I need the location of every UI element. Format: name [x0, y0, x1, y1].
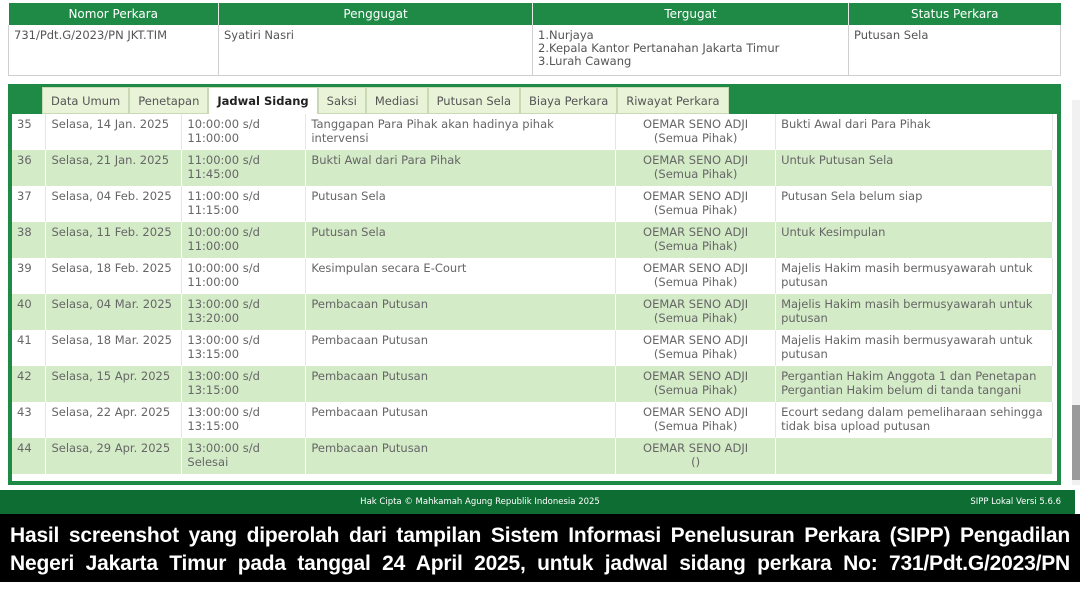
copyright-text: Hak Cipta © Mahkamah Agung Republik Indonesia 2025	[360, 497, 600, 507]
session-time-time1: 10:00:00 s/d	[187, 261, 260, 275]
session-agenda	[306, 402, 616, 438]
session-date	[46, 150, 182, 186]
session-judge-judge2: (Semua Pihak)	[653, 383, 738, 397]
session-judge-judge1: OEMAR SENO ADJI	[643, 333, 749, 347]
session-number-no: 41	[17, 333, 32, 347]
session-agenda	[306, 222, 616, 258]
plaintiff: Syatiri Nasri	[219, 25, 533, 75]
session-note-note: Bukti Awal dari Para Pihak	[781, 117, 931, 131]
session-note	[776, 222, 1053, 258]
tab-jadwal-sidang[interactable]: Jadwal Sidang	[208, 87, 317, 115]
session-judge-judge2: (Semua Pihak)	[653, 419, 738, 433]
session-time	[182, 294, 306, 330]
session-date-date: Selasa, 21 Jan. 2025	[51, 153, 170, 167]
session-date	[46, 222, 182, 258]
session-time-time1: 10:00:00 s/d	[187, 117, 260, 131]
session-number-no: 42	[17, 369, 32, 383]
session-number	[12, 294, 46, 330]
session-date-date: Selasa, 14 Jan. 2025	[51, 117, 170, 131]
session-number	[12, 438, 46, 474]
session-note-note: Untuk Kesimpulan	[781, 225, 886, 239]
session-time-time2: 11:00:00	[187, 275, 240, 289]
col-status-perkara: Status Perkara	[849, 3, 1061, 25]
defendant-1: 1.Nurjaya	[538, 28, 594, 42]
session-agenda	[306, 438, 616, 474]
session-note	[776, 438, 1053, 474]
session-agenda	[306, 186, 616, 222]
session-date-date: Selasa, 04 Feb. 2025	[51, 189, 172, 203]
tab-data-umum[interactable]: Data Umum	[42, 87, 129, 114]
session-time-time2: 11:45:00	[187, 167, 240, 181]
session-time-time2: 13:15:00	[187, 383, 240, 397]
tab-panel	[8, 84, 1061, 485]
session-agenda	[306, 330, 616, 366]
session-judge-judge2: (Semua Pihak)	[653, 275, 738, 289]
session-date-date: Selasa, 18 Mar. 2025	[51, 333, 172, 347]
table-row	[12, 294, 1053, 330]
session-number-no: 37	[17, 189, 32, 203]
footer	[0, 490, 1075, 514]
session-judge-judge2: (Semua Pihak)	[653, 131, 738, 145]
table-row	[12, 150, 1053, 186]
session-number-no: 35	[17, 117, 32, 131]
session-note	[776, 114, 1053, 150]
session-note-note: Majelis Hakim masih bermusyawarah untuk putusan	[781, 333, 1033, 361]
schedule-table	[12, 114, 1053, 474]
session-note	[776, 150, 1053, 186]
session-agenda-agenda: Pembacaan Putusan	[311, 369, 429, 383]
session-time	[182, 366, 306, 402]
session-agenda	[306, 150, 616, 186]
session-note-note: Putusan Sela belum siap	[781, 189, 923, 203]
session-agenda	[306, 114, 616, 150]
session-judge	[616, 438, 776, 474]
session-judge-judge2: (Semua Pihak)	[653, 203, 738, 217]
session-judge-judge2: (Semua Pihak)	[653, 347, 738, 361]
session-time	[182, 186, 306, 222]
session-time-time1: 13:00:00 s/d	[187, 405, 260, 419]
session-note-note: Majelis Hakim masih bermusyawarah untuk putusan	[781, 261, 1033, 289]
session-judge	[616, 258, 776, 294]
session-judge	[616, 114, 776, 150]
case-status: Putusan Sela	[849, 25, 1061, 75]
session-time	[182, 150, 306, 186]
session-number	[12, 330, 46, 366]
session-agenda	[306, 258, 616, 294]
col-penggugat: Penggugat	[219, 3, 533, 25]
session-judge	[616, 366, 776, 402]
session-note-note: Majelis Hakim masih bermusyawarah untuk putusan	[781, 297, 1033, 325]
session-note	[776, 258, 1053, 294]
session-agenda-agenda: Kesimpulan secara E-Court	[311, 261, 467, 275]
session-number	[12, 186, 46, 222]
session-time-time2: 11:15:00	[187, 203, 240, 217]
session-date	[46, 330, 182, 366]
session-date-date: Selasa, 11 Feb. 2025	[51, 225, 172, 239]
session-agenda-agenda: Bukti Awal dari Para Pihak	[311, 153, 461, 167]
session-judge-judge2: (Semua Pihak)	[653, 167, 738, 181]
session-judge	[616, 294, 776, 330]
session-judge	[616, 330, 776, 366]
screenshot-caption: Hasil screenshot yang diperolah dari tampilan Sistem Informasi Penelusuran Perkara (SIPP) Pengadilan Negeri Jakarta Timur pada tanggal 24 April 2025, untuk jadwal sidang perkara No: 731/Pdt.G/2023/PN JKT.TIM.	[0, 514, 1080, 582]
session-number-no: 43	[17, 405, 32, 419]
session-judge-judge1: OEMAR SENO ADJI	[643, 225, 749, 239]
session-number-no: 40	[17, 297, 32, 311]
session-date	[46, 366, 182, 402]
session-number-no: 44	[17, 441, 32, 455]
session-number	[12, 402, 46, 438]
session-time-time2: 13:20:00	[187, 311, 240, 325]
session-time	[182, 330, 306, 366]
session-date-date: Selasa, 22 Apr. 2025	[51, 405, 171, 419]
session-judge-judge1: OEMAR SENO ADJI	[643, 189, 749, 203]
session-date-date: Selasa, 04 Mar. 2025	[51, 297, 172, 311]
table-row	[12, 438, 1053, 474]
session-time	[182, 222, 306, 258]
session-agenda-agenda: Pembacaan Putusan	[311, 333, 429, 347]
page-scrollbar[interactable]	[1072, 100, 1080, 485]
session-time	[182, 114, 306, 150]
session-time-time1: 11:00:00 s/d	[187, 153, 260, 167]
table-row	[12, 222, 1053, 258]
session-note-note: Untuk Putusan Sela	[781, 153, 894, 167]
col-tergugat: Tergugat	[533, 3, 849, 25]
session-time-time1: 13:00:00 s/d	[187, 297, 260, 311]
tab-putusan-sela[interactable]: Putusan Sela	[428, 87, 520, 114]
session-time-time2: 13:15:00	[187, 419, 240, 433]
session-number	[12, 150, 46, 186]
session-judge-judge2: (Semua Pihak)	[653, 311, 738, 325]
session-date	[46, 114, 182, 150]
session-number	[12, 222, 46, 258]
session-time-time1: 10:00:00 s/d	[187, 225, 260, 239]
session-agenda-agenda: Putusan Sela	[311, 225, 386, 239]
case-number: 731/Pdt.G/2023/PN JKT.TIM	[9, 25, 219, 75]
session-number-no: 39	[17, 261, 32, 275]
session-date	[46, 258, 182, 294]
defendant-3: 3.Lurah Cawang	[538, 54, 632, 68]
session-time	[182, 258, 306, 294]
session-date-date: Selasa, 29 Apr. 2025	[51, 441, 171, 455]
session-judge	[616, 150, 776, 186]
session-date	[46, 438, 182, 474]
session-time-time1: 13:00:00 s/d Selesai	[187, 441, 260, 469]
session-agenda	[306, 366, 616, 402]
tab-mediasi[interactable]: Mediasi	[366, 87, 428, 114]
session-date-date: Selasa, 18 Feb. 2025	[51, 261, 172, 275]
session-date-date: Selasa, 15 Apr. 2025	[51, 369, 171, 383]
session-judge	[616, 222, 776, 258]
defendant-2: 2.Kepala Kantor Pertanahan Jakarta Timur	[538, 41, 780, 55]
session-judge-judge1: OEMAR SENO ADJI	[643, 261, 749, 275]
session-note	[776, 294, 1053, 330]
session-agenda-agenda: Pembacaan Putusan	[311, 405, 429, 419]
session-agenda-agenda: Pembacaan Putusan	[311, 297, 429, 311]
session-time-time1: 13:00:00 s/d	[187, 333, 260, 347]
table-row	[12, 258, 1053, 294]
session-note	[776, 402, 1053, 438]
table-row	[12, 366, 1053, 402]
session-agenda-agenda: Putusan Sela	[311, 189, 386, 203]
session-judge-judge1: OEMAR SENO ADJI	[643, 297, 749, 311]
session-date	[46, 294, 182, 330]
col-nomor-perkara: Nomor Perkara	[9, 3, 219, 25]
session-judge-judge2: (Semua Pihak)	[653, 239, 738, 253]
session-time-time2: 11:00:00	[187, 131, 240, 145]
session-agenda-agenda: Tanggapan Para Pihak akan hadinya pihak intervensi	[311, 117, 554, 145]
session-note	[776, 186, 1053, 222]
session-judge-judge2: ()	[691, 455, 701, 469]
session-judge-judge1: OEMAR SENO ADJI	[643, 153, 749, 167]
table-row	[12, 114, 1053, 150]
session-time-time2: 13:15:00	[187, 347, 240, 361]
session-time	[182, 438, 306, 474]
session-note-note: Ecourt sedang dalam pemeliharaan sehingga tidak bisa upload putusan	[781, 405, 1043, 433]
session-judge-judge1: OEMAR SENO ADJI	[643, 405, 749, 419]
table-row	[12, 402, 1053, 438]
session-time-time1: 13:00:00 s/d	[187, 369, 260, 383]
session-number	[12, 366, 46, 402]
table-row	[12, 330, 1053, 366]
tab-bar	[42, 87, 729, 114]
defendants	[533, 25, 849, 75]
session-judge-judge1: OEMAR SENO ADJI	[643, 117, 749, 131]
session-note	[776, 330, 1053, 366]
session-number	[12, 258, 46, 294]
session-number	[12, 114, 46, 150]
session-time-time1: 11:00:00 s/d	[187, 189, 260, 203]
session-time	[182, 402, 306, 438]
session-judge	[616, 402, 776, 438]
session-agenda	[306, 294, 616, 330]
tab-penetapan[interactable]: Penetapan	[129, 87, 208, 114]
session-judge	[616, 186, 776, 222]
schedule-content	[12, 114, 1057, 481]
session-note	[776, 366, 1053, 402]
session-judge-judge1: OEMAR SENO ADJI	[643, 441, 749, 455]
scrollbar-thumb[interactable]	[1072, 405, 1080, 480]
session-number-no: 36	[17, 153, 32, 167]
case-info-table	[8, 3, 1061, 76]
session-note-note: Pergantian Hakim Anggota 1 dan Penetapan Pergantian Hakim belum di tanda tangani	[781, 369, 1037, 397]
session-time-time2: 11:00:00	[187, 239, 240, 253]
version-text: SIPP Lokal Versi 5.6.6	[970, 497, 1061, 507]
tab-biaya-perkara[interactable]: Biaya Perkara	[520, 87, 617, 114]
session-number-no: 38	[17, 225, 32, 239]
session-agenda-agenda: Pembacaan Putusan	[311, 441, 429, 455]
tab-saksi[interactable]: Saksi	[318, 87, 366, 114]
session-date	[46, 186, 182, 222]
table-row	[12, 186, 1053, 222]
session-date	[46, 402, 182, 438]
tab-riwayat-perkara[interactable]: Riwayat Perkara	[617, 87, 728, 114]
session-judge-judge1: OEMAR SENO ADJI	[643, 369, 749, 383]
